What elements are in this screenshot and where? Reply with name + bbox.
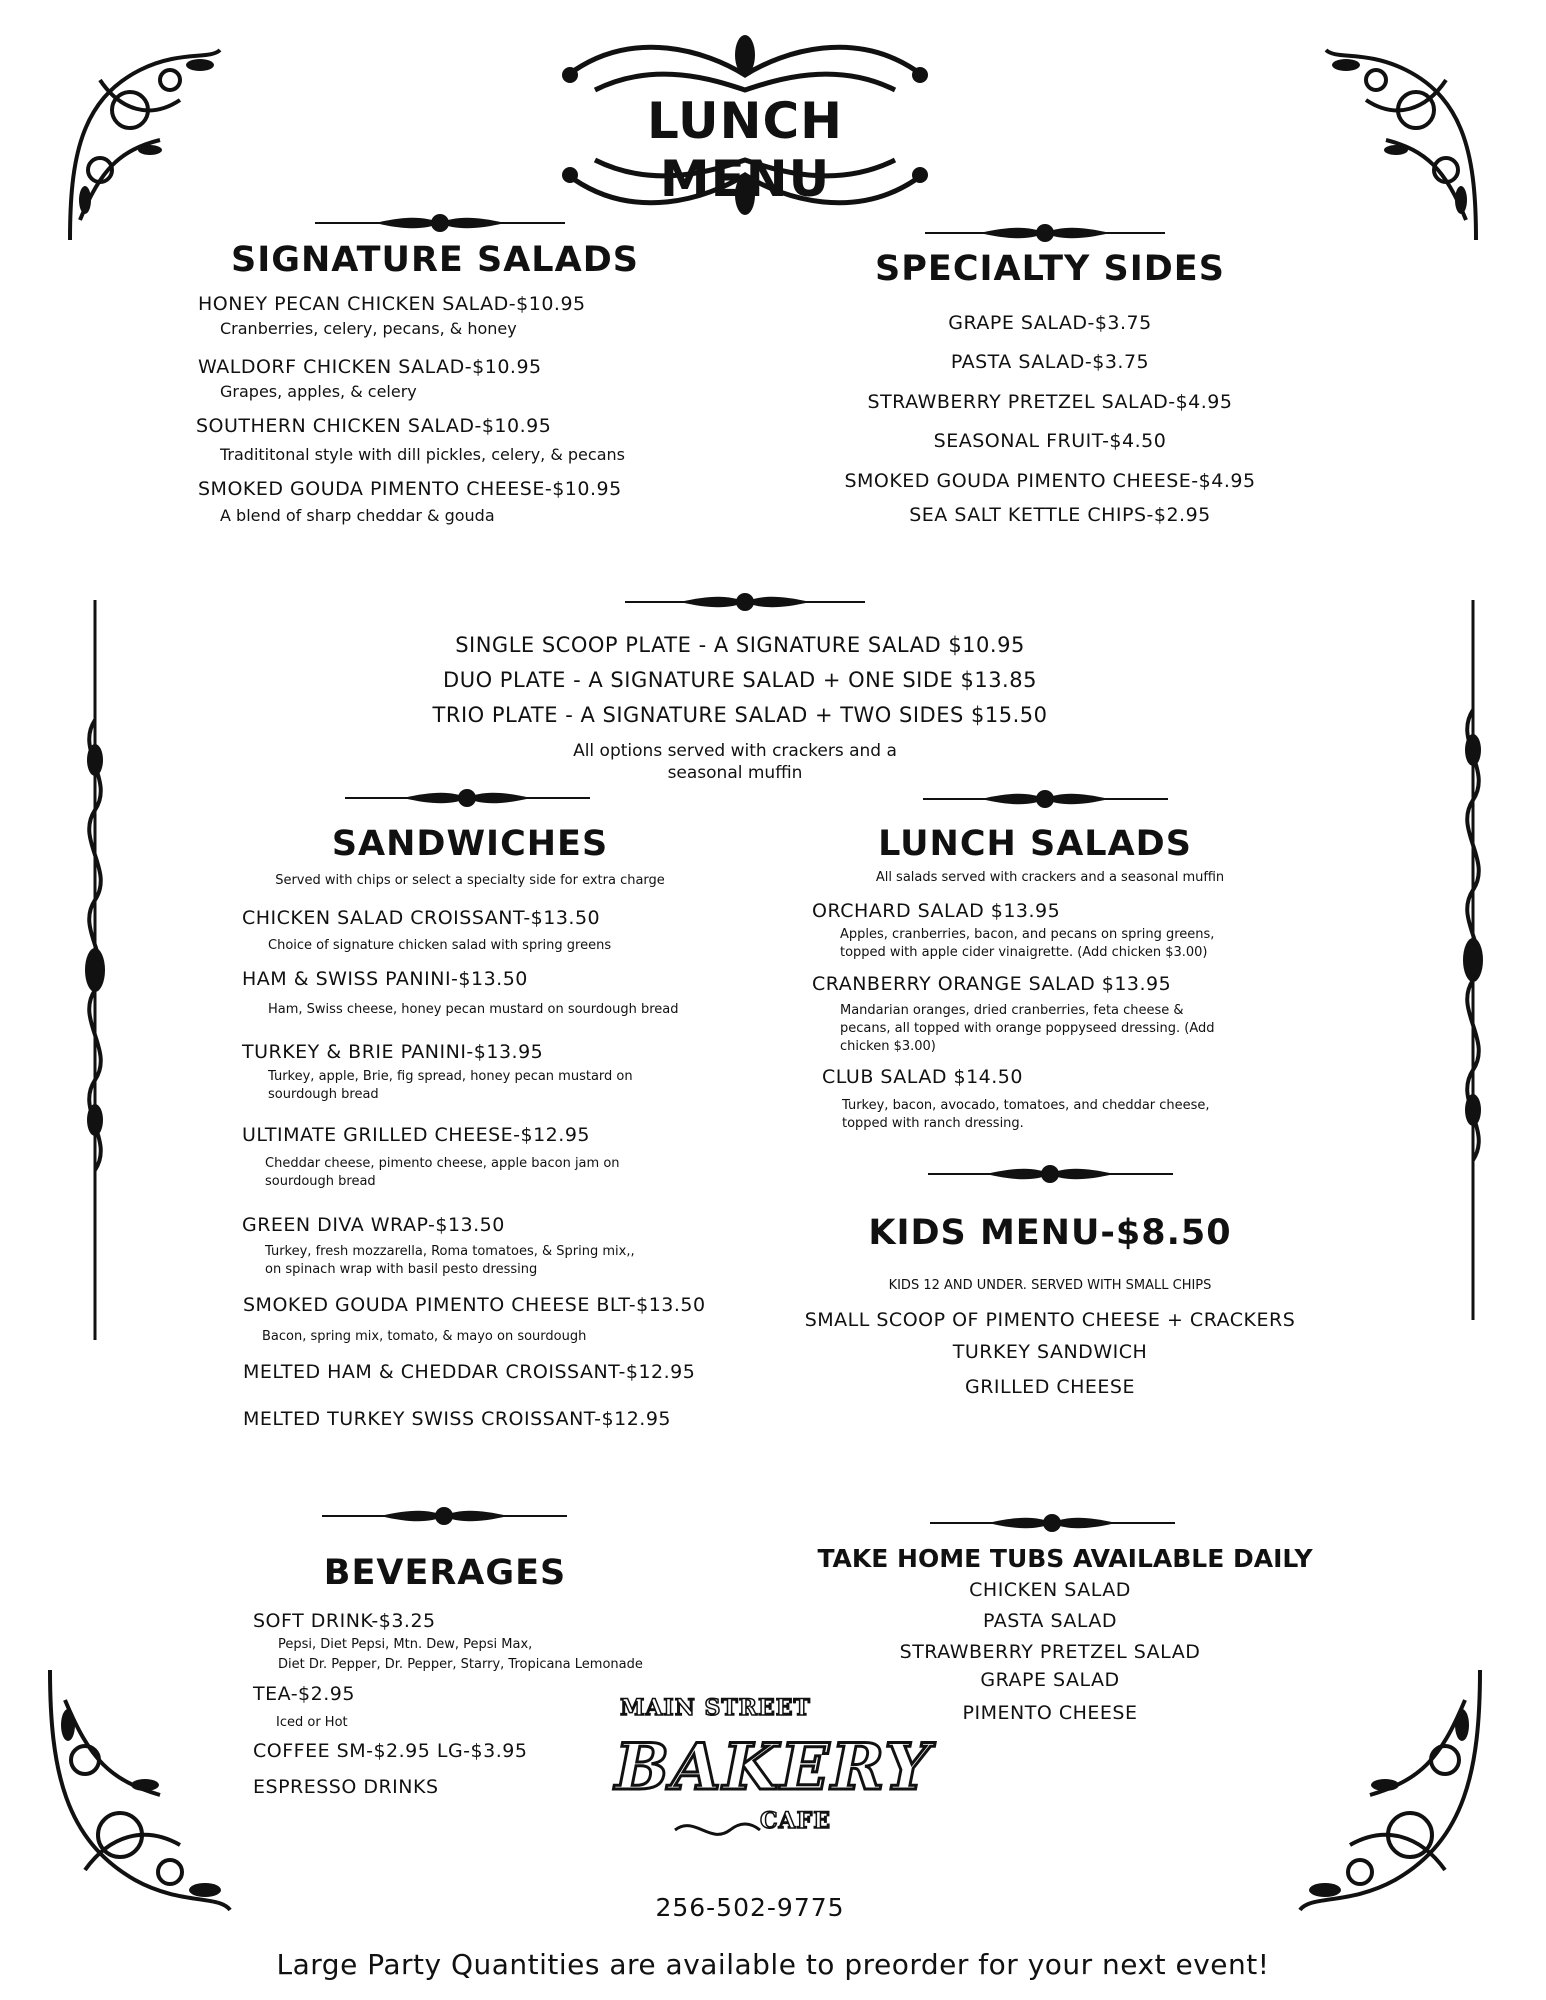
lunch-salad-desc-3a: Turkey, bacon, avocado, tomatoes, and cheddar cheese,	[842, 1098, 1210, 1113]
signature-salad-item-1: HONEY PECAN CHICKEN SALAD-$10.95	[198, 293, 586, 315]
lunch-salad-desc-2c: chicken $3.00)	[840, 1039, 936, 1054]
signature-salad-desc-3: Tradititonal style with dill pickles, celery, & pecans	[220, 445, 625, 464]
divider-lunch-salads	[923, 788, 1168, 810]
kids-item-3: GRILLED CHEESE	[964, 1376, 1135, 1398]
lunch-salad-desc-2b: pecans, all topped with orange poppyseed dressing. (Add	[840, 1021, 1215, 1036]
specialty-side-5: SMOKED GOUDA PIMENTO CHEESE-$4.95	[844, 470, 1256, 492]
specialty-sides-title: SPECIALTY SIDES	[875, 249, 1225, 289]
take-home-item-2: PASTA SALAD	[982, 1610, 1118, 1632]
kids-menu-subtitle: KIDS 12 AND UNDER. SERVED WITH SMALL CHIPS	[888, 1278, 1212, 1293]
lunch-salad-item-3: CLUB SALAD $14.50	[822, 1066, 1023, 1088]
sandwich-item-7: MELTED HAM & CHEDDAR CROISSANT-$12.95	[243, 1361, 696, 1383]
sandwiches-title: SANDWICHES	[331, 824, 609, 864]
sandwich-desc-1: Choice of signature chicken salad with spring greens	[268, 938, 612, 953]
logo-line-main-street: MAIN STREET	[620, 1695, 811, 1721]
kids-item-1: SMALL SCOOP OF PIMENTO CHEESE + CRACKERS	[804, 1309, 1296, 1331]
sandwich-item-4: ULTIMATE GRILLED CHEESE-$12.95	[242, 1124, 590, 1146]
kids-item-2: TURKEY SANDWICH	[952, 1341, 1148, 1363]
specialty-side-3: STRAWBERRY PRETZEL SALAD-$4.95	[867, 391, 1233, 413]
lunch-salad-desc-3b: topped with ranch dressing.	[842, 1116, 1024, 1131]
beverage-desc-1a: Pepsi, Diet Pepsi, Mtn. Dew, Pepsi Max,	[278, 1637, 533, 1652]
sandwich-item-2: HAM & SWISS PANINI-$13.50	[242, 968, 528, 990]
lunch-salad-item-2: CRANBERRY ORANGE SALAD $13.95	[812, 973, 1172, 995]
plates-note-line-2: seasonal muffin	[667, 763, 803, 783]
plates-note-line-1: All options served with crackers and a	[573, 741, 897, 761]
take-home-item-5: PIMENTO CHEESE	[962, 1702, 1138, 1724]
sandwich-desc-3b: sourdough bread	[268, 1087, 379, 1102]
divider-sandwiches	[345, 787, 590, 809]
divider-specialty-sides	[925, 222, 1165, 244]
beverage-item-1: SOFT DRINK-$3.25	[253, 1610, 436, 1632]
signature-salad-item-2: WALDORF CHICKEN SALAD-$10.95	[198, 356, 542, 378]
lunch-salad-desc-1a: Apples, cranberries, bacon, and pecans on spring greens,	[840, 927, 1215, 942]
sandwich-item-5: GREEN DIVA WRAP-$13.50	[242, 1214, 505, 1236]
corner-ornament-top-right	[1316, 40, 1486, 260]
specialty-side-1: GRAPE SALAD-$3.75	[948, 312, 1152, 334]
corner-ornament-top-left	[60, 40, 230, 260]
beverage-item-3: COFFEE SM-$2.95 LG-$3.95	[253, 1740, 528, 1762]
divider-take-home	[930, 1512, 1175, 1534]
sandwich-item-6: SMOKED GOUDA PIMENTO CHEESE BLT-$13.50	[243, 1294, 706, 1316]
lunch-salad-desc-2a: Mandarian oranges, dried cranberries, feta cheese &	[840, 1003, 1184, 1018]
corner-ornament-bottom-left	[40, 1650, 240, 1920]
beverage-item-2: TEA-$2.95	[253, 1683, 355, 1705]
sandwich-desc-5a: Turkey, fresh mozzarella, Roma tomatoes, & Spring mix,,	[265, 1244, 635, 1259]
lunch-salads-subtitle: All salads served with crackers and a seasonal muffin	[875, 870, 1225, 885]
signature-salad-desc-1: Cranberries, celery, pecans, & honey	[220, 319, 517, 338]
divider-kids-menu	[928, 1163, 1173, 1185]
beverage-desc-1b: Diet Dr. Pepper, Dr. Pepper, Starry, Tropicana Lemonade	[278, 1657, 643, 1672]
take-home-item-4: GRAPE SALAD	[980, 1669, 1120, 1691]
kids-menu-title: KIDS MENU-$8.50	[868, 1213, 1232, 1253]
footer-tagline: Large Party Quantities are available to preorder for your next event!	[276, 1948, 1270, 1981]
sandwich-item-8: MELTED TURKEY SWISS CROISSANT-$12.95	[243, 1408, 671, 1430]
specialty-side-4: SEASONAL FRUIT-$4.50	[933, 430, 1167, 452]
take-home-item-3: STRAWBERRY PRETZEL SALAD	[899, 1641, 1201, 1663]
beverage-item-4: ESPRESSO DRINKS	[253, 1776, 439, 1798]
plate-line-2: DUO PLATE - A SIGNATURE SALAD + ONE SIDE $13.85	[443, 668, 1037, 692]
sandwich-item-1: CHICKEN SALAD CROISSANT-$13.50	[242, 907, 601, 929]
divider-signature-salads	[315, 212, 565, 234]
divider-beverages	[322, 1505, 567, 1527]
sandwich-desc-4b: sourdough bread	[265, 1174, 376, 1189]
signature-salad-item-4: SMOKED GOUDA PIMENTO CHEESE-$10.95	[198, 478, 622, 500]
signature-salad-desc-2: Grapes, apples, & celery	[220, 382, 417, 401]
sandwich-desc-3a: Turkey, apple, Brie, fig spread, honey pecan mustard on	[268, 1069, 633, 1084]
signature-salads-title: SIGNATURE SALADS	[231, 240, 639, 280]
sandwiches-subtitle: Served with chips or select a specialty side for extra charge	[275, 873, 665, 888]
signature-salad-item-3: SOUTHERN CHICKEN SALAD-$10.95	[196, 415, 552, 437]
beverage-desc-2: Iced or Hot	[276, 1715, 348, 1730]
lunch-salads-title: LUNCH SALADS	[878, 824, 1192, 864]
lunch-salad-item-1: ORCHARD SALAD $13.95	[812, 900, 1061, 922]
sandwich-desc-6: Bacon, spring mix, tomato, & mayo on sourdough	[262, 1329, 587, 1344]
corner-ornament-bottom-right	[1290, 1650, 1490, 1920]
plate-line-1: SINGLE SCOOP PLATE - A SIGNATURE SALAD $10.95	[455, 633, 1025, 657]
logo-line-cafe: CAFE	[760, 1808, 831, 1834]
sandwich-desc-2: Ham, Swiss cheese, honey pecan mustard on sourdough bread	[268, 1002, 679, 1017]
sandwich-desc-4a: Cheddar cheese, pimento cheese, apple bacon jam on	[265, 1156, 620, 1171]
phone-number: 256-502-9775	[655, 1893, 845, 1922]
beverages-title: BEVERAGES	[323, 1553, 567, 1593]
side-ornament-left	[75, 600, 115, 1340]
bakery-logo	[610, 1690, 933, 1870]
plate-line-3: TRIO PLATE - A SIGNATURE SALAD + TWO SIDES $15.50	[432, 703, 1048, 727]
logo-line-bakery: BAKERY	[615, 1730, 933, 1805]
take-home-item-1: CHICKEN SALAD	[969, 1579, 1131, 1601]
menu-title: LUNCH MENU	[646, 92, 844, 208]
sandwich-desc-5b: on spinach wrap with basil pesto dressing	[265, 1262, 538, 1277]
side-ornament-right	[1453, 600, 1493, 1320]
sandwich-item-3: TURKEY & BRIE PANINI-$13.95	[242, 1041, 544, 1063]
divider-plates	[625, 591, 865, 613]
specialty-side-2: PASTA SALAD-$3.75	[950, 351, 1150, 373]
lunch-salad-desc-1b: topped with apple cider vinaigrette. (Add chicken $3.00)	[840, 945, 1208, 960]
take-home-title: TAKE HOME TUBS AVAILABLE DAILY	[817, 1544, 1313, 1573]
signature-salad-desc-4: A blend of sharp cheddar & gouda	[220, 506, 495, 525]
specialty-side-6: SEA SALT KETTLE CHIPS-$2.95	[909, 504, 1211, 526]
